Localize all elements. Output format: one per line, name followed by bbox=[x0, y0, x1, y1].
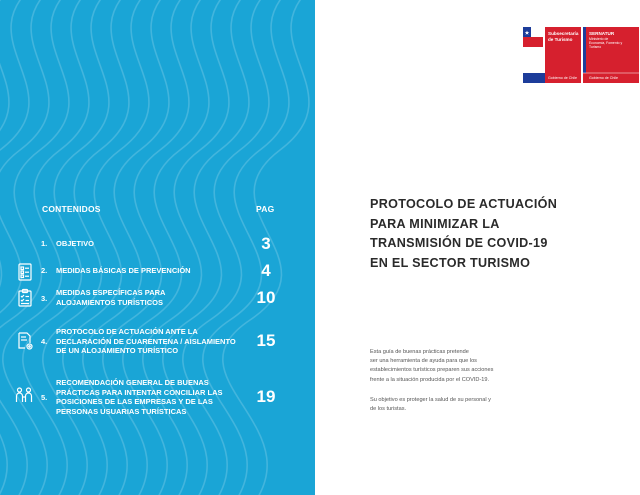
intro-line: Esta guía de buenas prácticas pretende bbox=[370, 349, 469, 355]
subsecretaria-line2: de Turismo bbox=[548, 36, 573, 42]
toc-item-recomendacion-general[interactable] bbox=[0, 377, 315, 419]
toc-item-medidas-basicas[interactable] bbox=[0, 262, 315, 280]
toc-item-label: PROTOCOLO DE ACTUACIÓN ANTE LA DECLARACIÓN DE CUARENTENA / AISLAMIENTO DE UN ALOJAMIENTO TURÍSTICO bbox=[56, 327, 236, 356]
page-heading: PAG bbox=[256, 204, 275, 214]
toc-item-number: 1. bbox=[41, 239, 48, 248]
intro-line: establecimientos turísticos preparen sus acciones bbox=[370, 367, 494, 374]
contents-panel bbox=[0, 0, 315, 495]
sernatur-line1: SERNATUR bbox=[589, 31, 615, 36]
contents-heading: CONTENIDOS bbox=[42, 204, 101, 214]
toc-item-label: MEDIDAS BÁSICAS DE PREVENCIÓN bbox=[56, 266, 191, 275]
toc-item-label: OBJETIVO bbox=[56, 239, 94, 248]
toc-item-number: 5. bbox=[41, 393, 48, 402]
toc-item-number: 2. bbox=[41, 266, 48, 275]
toc-item-number: 4. bbox=[41, 337, 48, 346]
title-line: PROTOCOLO DE ACTUACIÓN bbox=[370, 197, 558, 211]
toc-item-page: 15 bbox=[256, 331, 276, 350]
toc-item-label: MEDIDAS ESPECÍFICAS PARA ALOJAMIENTOS TURÍSTICOS bbox=[56, 288, 166, 307]
title-line: PARA MINIMIZAR LA bbox=[370, 216, 500, 231]
title-line: TRANSMISIÓN DE COVID-19 bbox=[370, 236, 548, 250]
toc-item-page: 19 bbox=[256, 387, 276, 406]
toc-item-page: 10 bbox=[256, 288, 276, 307]
subsecretaria-line1: Subsecretaría bbox=[548, 31, 579, 36]
document-settings-icon bbox=[15, 331, 35, 351]
people-group-icon bbox=[14, 385, 34, 405]
clipboard-checklist-icon bbox=[15, 288, 35, 308]
toc-item-page: 4 bbox=[261, 261, 271, 280]
intro-line: de los turistas. bbox=[370, 406, 407, 413]
toc-item-page: 3 bbox=[261, 234, 271, 253]
intro-paragraph-2 bbox=[370, 396, 515, 414]
toc-item-medidas-especificas[interactable] bbox=[0, 287, 315, 311]
toc-item-objetivo[interactable] bbox=[0, 234, 315, 253]
intro-line: ser una herramienta de ayuda para que los bbox=[370, 358, 477, 365]
toc-item-label: RECOMENDACIÓN GENERAL DE BUENAS PRÁCTICAS PARA INTENTAR CONCILIAR LAS POSICIONES DE LAS EMPRESAS Y DE LAS PERSONAS USUARIAS TURÍSTICAS bbox=[56, 378, 223, 416]
toc-item-number: 3. bbox=[41, 294, 48, 303]
sernatur-logo bbox=[583, 27, 640, 83]
subsecretaria-turismo-logo bbox=[523, 27, 581, 83]
document-title bbox=[370, 195, 570, 273]
title-line: EN EL SECTOR TURISMO bbox=[370, 255, 531, 270]
subsecretaria-footer: Gobierno de Chile bbox=[548, 75, 577, 80]
intro-line: Su objetivo es proteger la salud de su personal y bbox=[370, 397, 491, 403]
checklist-icon bbox=[15, 262, 35, 282]
intro-paragraph-1 bbox=[370, 348, 515, 385]
sernatur-footer: Gobierno de Chile bbox=[589, 75, 618, 80]
sernatur-line2: Ministerio de Economía, Fomento y Turismo bbox=[589, 36, 623, 49]
intro-line: frente a la situación producida por el COVID-19. bbox=[370, 376, 490, 383]
toc-item-protocolo-cuarentena[interactable] bbox=[0, 326, 315, 358]
